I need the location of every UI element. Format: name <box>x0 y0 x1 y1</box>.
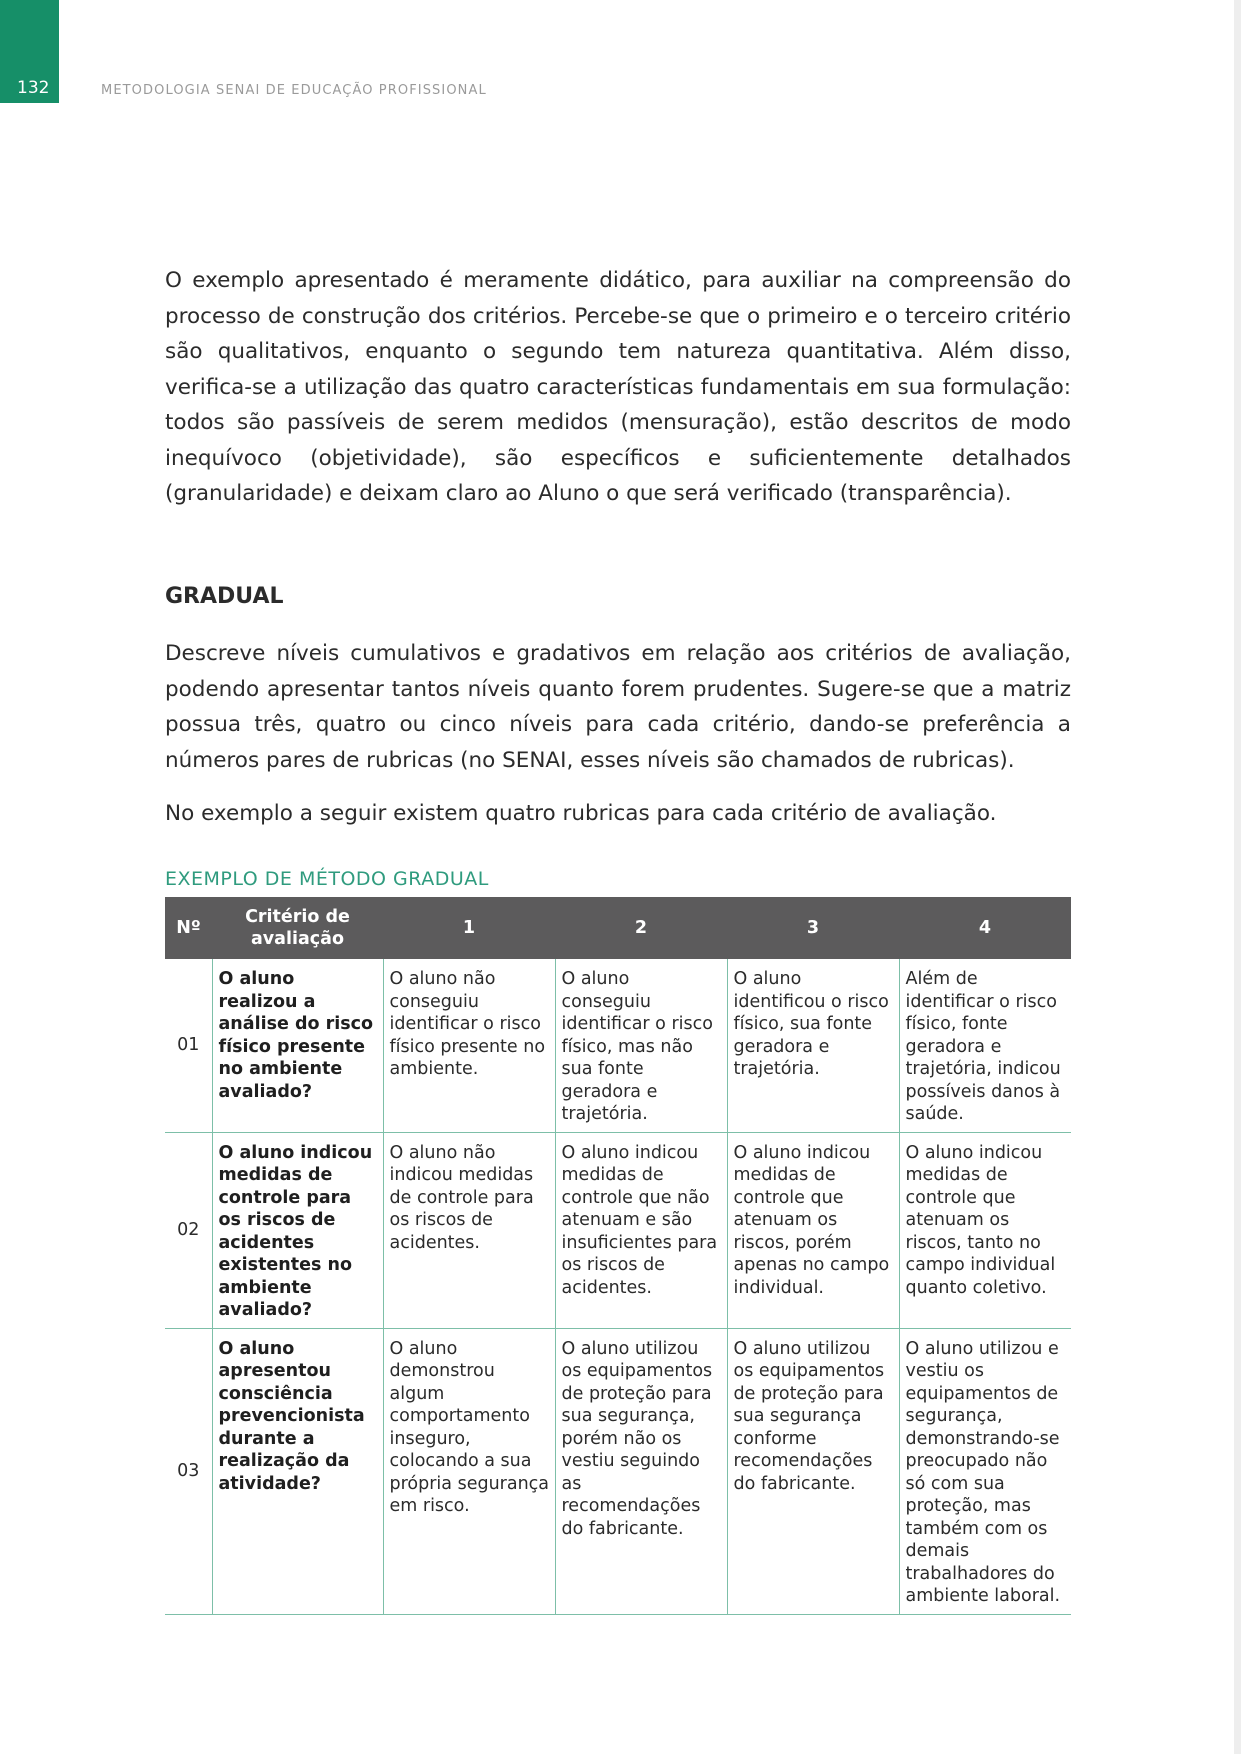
page-number-tab <box>0 0 59 103</box>
table-row <box>165 1328 1071 1614</box>
level-2-cell: O aluno utilizou os equipamentos de proteção para sua segurança, porém não os vestiu seguindo as recomendações do fabricante. <box>555 1328 727 1614</box>
table-caption: EXEMPLO DE MÉTODO GRADUAL <box>165 868 489 890</box>
criterion-cell: O aluno realizou a análise do risco físico presente no ambiente avaliado? <box>212 959 383 1132</box>
level-1-cell: O aluno demonstrou algum comportamento inseguro, colocando a sua própria segurança em risco. <box>383 1328 555 1614</box>
header-number: Nº <box>165 897 212 959</box>
table-row <box>165 959 1071 1132</box>
level-1-cell: O aluno não conseguiu identificar o risco físico presente no ambiente. <box>383 959 555 1132</box>
header-level-2: 2 <box>555 897 727 959</box>
header-level-4: 4 <box>899 897 1071 959</box>
level-3-cell: O aluno identificou o risco físico, sua fonte geradora e trajetória. <box>727 959 899 1132</box>
level-4-cell: O aluno utilizou e vestiu os equipamentos de segurança, demonstrando-se preocupado não só com sua proteção, mas também com os demais trabalhadores do ambiente laboral. <box>899 1328 1071 1614</box>
level-2-cell: O aluno indicou medidas de controle que não atenuam e são insuficientes para os riscos de acidentes. <box>555 1132 727 1328</box>
rubric-table <box>165 897 1071 1615</box>
level-4-cell: Além de identificar o risco físico, fonte geradora e trajetória, indicou possíveis danos à saúde. <box>899 959 1071 1132</box>
example-paragraph: No exemplo a seguir existem quatro rubricas para cada critério de avaliação. <box>165 801 997 826</box>
gradual-paragraph: Descreve níveis cumulativos e gradativos em relação aos critérios de avaliação, podendo apresentar tantos níveis quanto forem prudentes. Sugere-se que a matriz possua três, quatro ou cinco níveis para cada critério, dando-se preferência a números pares de rubricas (no SENAI, esses níveis são chamados de rubricas). <box>165 641 1071 773</box>
running-header: METODOLOGIA SENAI DE EDUCAÇÃO PROFISSIONAL <box>101 83 487 98</box>
header-level-3: 3 <box>727 897 899 959</box>
row-number: 03 <box>165 1328 212 1614</box>
table-header-row <box>165 897 1071 959</box>
intro-paragraph: O exemplo apresentado é meramente didático, para auxiliar na compreensão do processo de construção dos critérios. Percebe-se que o primeiro e o terceiro critério são qualitativos, enquanto o segundo tem natureza quantitativa. Além disso, verifica-se a utilização das quatro características fundamentais em sua formulação: todos são passíveis de serem medidos (mensuração), estão descritos de modo inequívoco (objetividade), são específicos e suficientemente detalhados (granularidade) e deixam claro ao Aluno o que será verificado (transparência). <box>165 268 1071 506</box>
header-criterion: Critério de avaliação <box>212 897 383 959</box>
table-row <box>165 1132 1071 1328</box>
section-heading: GRADUAL <box>165 584 284 609</box>
level-1-cell: O aluno não indicou medidas de controle para os riscos de acidentes. <box>383 1132 555 1328</box>
criterion-cell: O aluno indicou medidas de controle para os riscos de acidentes existentes no ambiente avaliado? <box>212 1132 383 1328</box>
page-edge <box>1234 0 1241 1754</box>
row-number: 01 <box>165 959 212 1132</box>
level-4-cell: O aluno indicou medidas de controle que atenuam os riscos, tanto no campo individual quanto coletivo. <box>899 1132 1071 1328</box>
level-3-cell: O aluno indicou medidas de controle que atenuam os riscos, porém apenas no campo individual. <box>727 1132 899 1328</box>
level-2-cell: O aluno conseguiu identificar o risco físico, mas não sua fonte geradora e trajetória. <box>555 959 727 1132</box>
header-level-1: 1 <box>383 897 555 959</box>
level-3-cell: O aluno utilizou os equipamentos de proteção para sua segurança conforme recomendações do fabricante. <box>727 1328 899 1614</box>
criterion-cell: O aluno apresentou consciência prevencionista durante a realização da atividade? <box>212 1328 383 1614</box>
row-number: 02 <box>165 1132 212 1328</box>
page-number: 132 <box>17 78 50 98</box>
